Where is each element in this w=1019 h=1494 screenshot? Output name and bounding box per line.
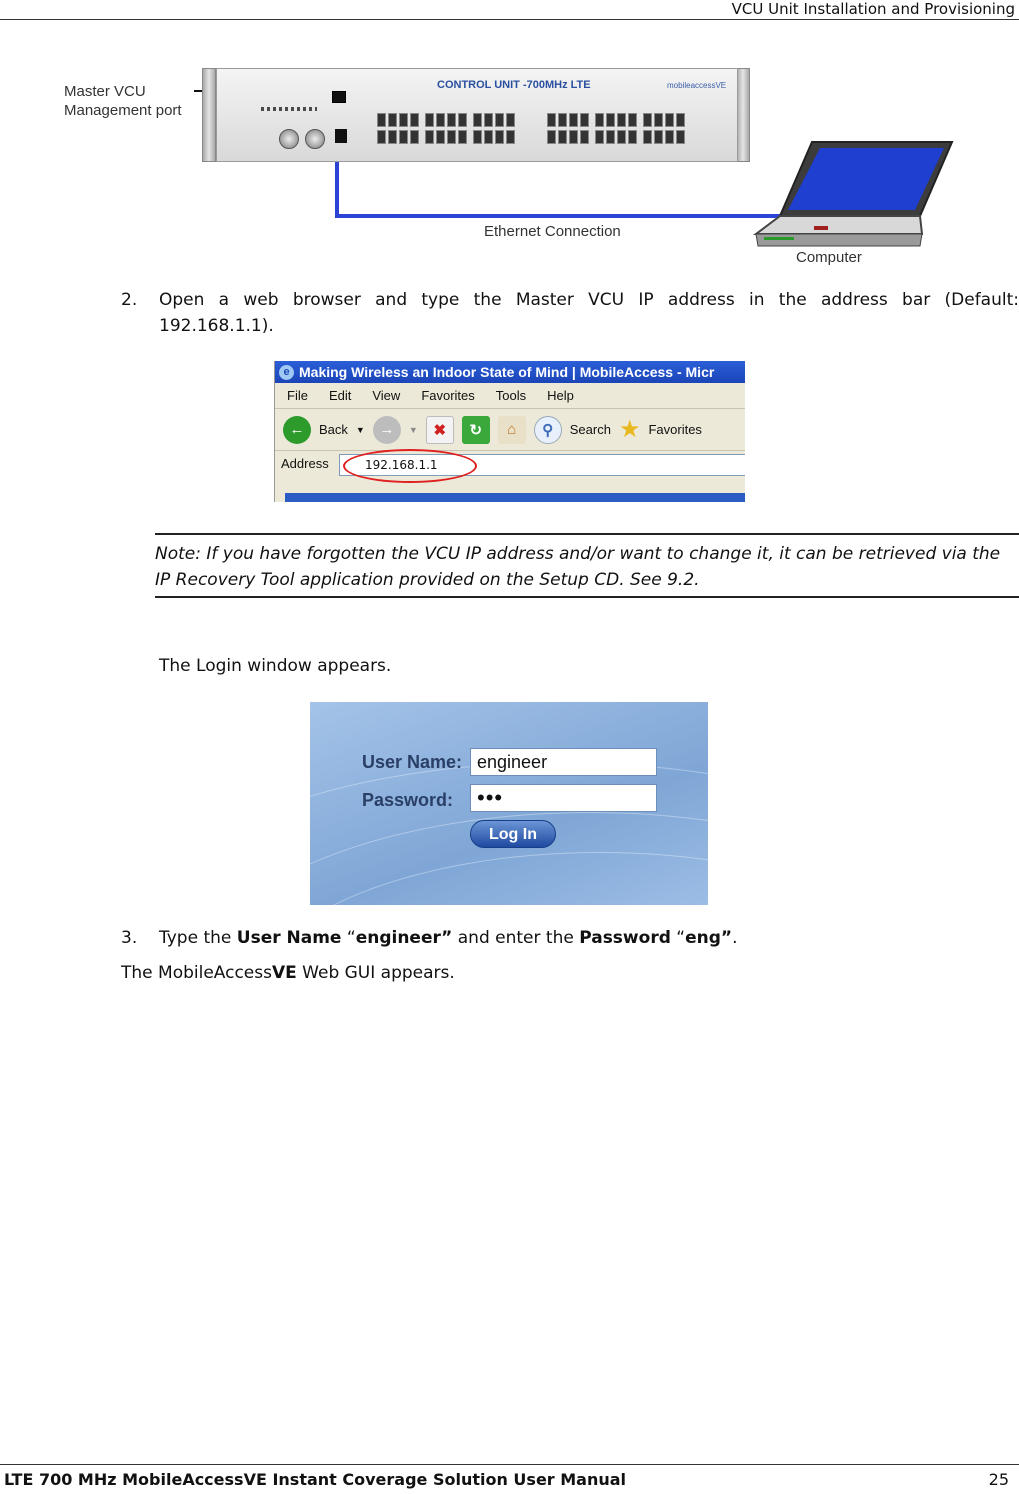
forward-arrow-icon[interactable]: →	[373, 416, 401, 444]
address-value: 192.168.1.1	[365, 458, 438, 472]
username-value: engineer”	[355, 928, 453, 948]
footer-rule	[0, 1464, 1019, 1465]
text-run: “	[341, 928, 356, 948]
favorites-button[interactable]: Favorites	[648, 422, 702, 437]
password-term: Password	[579, 928, 671, 948]
step-2	[121, 287, 1019, 339]
hardware-connection-figure	[60, 62, 960, 272]
search-icon[interactable]: ⚲	[534, 416, 562, 444]
step-number: 2.	[121, 290, 138, 310]
step-number: 3.	[121, 928, 138, 948]
username-label: User Name:	[362, 752, 463, 772]
control-unit-chassis	[216, 68, 738, 162]
password-label: Password:	[362, 790, 454, 810]
step-text	[121, 925, 921, 951]
username-term: User Name	[236, 928, 342, 948]
menu-tools[interactable]: Tools	[495, 388, 527, 403]
rf-connector-2	[305, 129, 325, 149]
port-cluster-3	[473, 113, 517, 145]
step-3	[121, 925, 921, 951]
back-button[interactable]: Back	[319, 422, 348, 437]
rack-ear-left	[202, 68, 216, 162]
password-field[interactable]: •••	[470, 784, 657, 812]
password-value: eng”	[685, 928, 733, 948]
note-box: Note: If you have forgotten the VCU IP address and/or want to change it, it can be retrieved via the IP Recovery Tool application provided on the Setup CD. See 9.2.	[155, 533, 1019, 598]
running-header: VCU Unit Installation and Provisioning	[731, 0, 1015, 18]
forward-dropdown-icon[interactable]: ▼	[408, 424, 418, 435]
port-cluster-4	[547, 113, 591, 145]
management-port	[332, 91, 346, 103]
rf-connector-1	[279, 129, 299, 149]
menu-favorites[interactable]: Favorites	[421, 388, 475, 403]
login-button[interactable]: Log In	[470, 820, 556, 848]
menu-file[interactable]: File	[287, 388, 308, 403]
address-bar	[275, 451, 745, 481]
refresh-icon[interactable]: ↻	[462, 416, 490, 444]
back-dropdown-icon[interactable]: ▼	[355, 424, 365, 435]
ethernet-connection-label: Ethernet Connection	[484, 223, 621, 240]
port-cluster-2	[425, 113, 469, 145]
login-intro-text: The Login window appears.	[159, 656, 392, 676]
address-label: Address	[281, 456, 329, 471]
back-arrow-icon[interactable]: ←	[283, 416, 311, 444]
search-button[interactable]: Search	[569, 422, 611, 437]
text-run: The MobileAccess	[121, 963, 272, 983]
browser-window-title: Making Wireless an Indoor State of Mind | MobileAccess - Micr	[299, 364, 715, 380]
browser-screenshot	[274, 361, 745, 502]
browser-title-bar	[275, 361, 745, 383]
header-rule	[0, 19, 1019, 20]
browser-toolbar	[275, 409, 745, 451]
page-number: 25	[988, 1470, 1009, 1489]
footer-title: LTE 700 MHz MobileAccessVE Instant Coverage Solution User Manual	[4, 1470, 627, 1489]
home-icon[interactable]: ⌂	[498, 416, 526, 444]
management-port-callout: Master VCU Management port	[64, 83, 182, 119]
unit-brand-logo: mobileaccessVE	[667, 81, 727, 90]
highlight-circle	[343, 449, 477, 483]
rack-ear-right	[736, 68, 750, 162]
text-run: and enter the	[452, 928, 580, 948]
ethernet-port	[335, 129, 347, 143]
stop-icon[interactable]: ✖	[426, 416, 454, 444]
port-cluster-6	[643, 113, 687, 145]
browser-page-strip	[275, 493, 745, 502]
menu-help[interactable]: Help	[547, 388, 574, 403]
text-run: .	[732, 928, 738, 948]
text-run: “	[670, 928, 686, 948]
ethernet-cable-horizontal	[335, 214, 805, 218]
computer-label: Computer	[796, 249, 862, 266]
browser-menu-bar	[275, 383, 745, 409]
gui-appears-text	[121, 963, 455, 983]
ethernet-cable-vertical	[335, 162, 339, 218]
ie-logo-icon: e	[279, 365, 294, 380]
status-leds	[261, 107, 317, 111]
port-cluster-1	[377, 113, 421, 145]
unit-title: CONTROL UNIT -700MHz LTE	[437, 79, 591, 91]
text-run: Type the	[159, 928, 237, 948]
port-cluster-5	[595, 113, 639, 145]
username-field[interactable]: engineer	[470, 748, 657, 776]
brand-suffix: VE	[271, 963, 297, 983]
login-window-screenshot	[310, 702, 708, 905]
step-text: Open a web browser and type the Master VCU IP address in the address bar (Default: 192.168.1.1).	[159, 290, 1019, 336]
menu-edit[interactable]: Edit	[328, 388, 352, 403]
favorites-star-icon[interactable]: ★	[618, 416, 641, 443]
laptop-computer-icon	[752, 138, 962, 254]
menu-view[interactable]: View	[372, 388, 401, 403]
text-run: Web GUI appears.	[296, 963, 455, 983]
